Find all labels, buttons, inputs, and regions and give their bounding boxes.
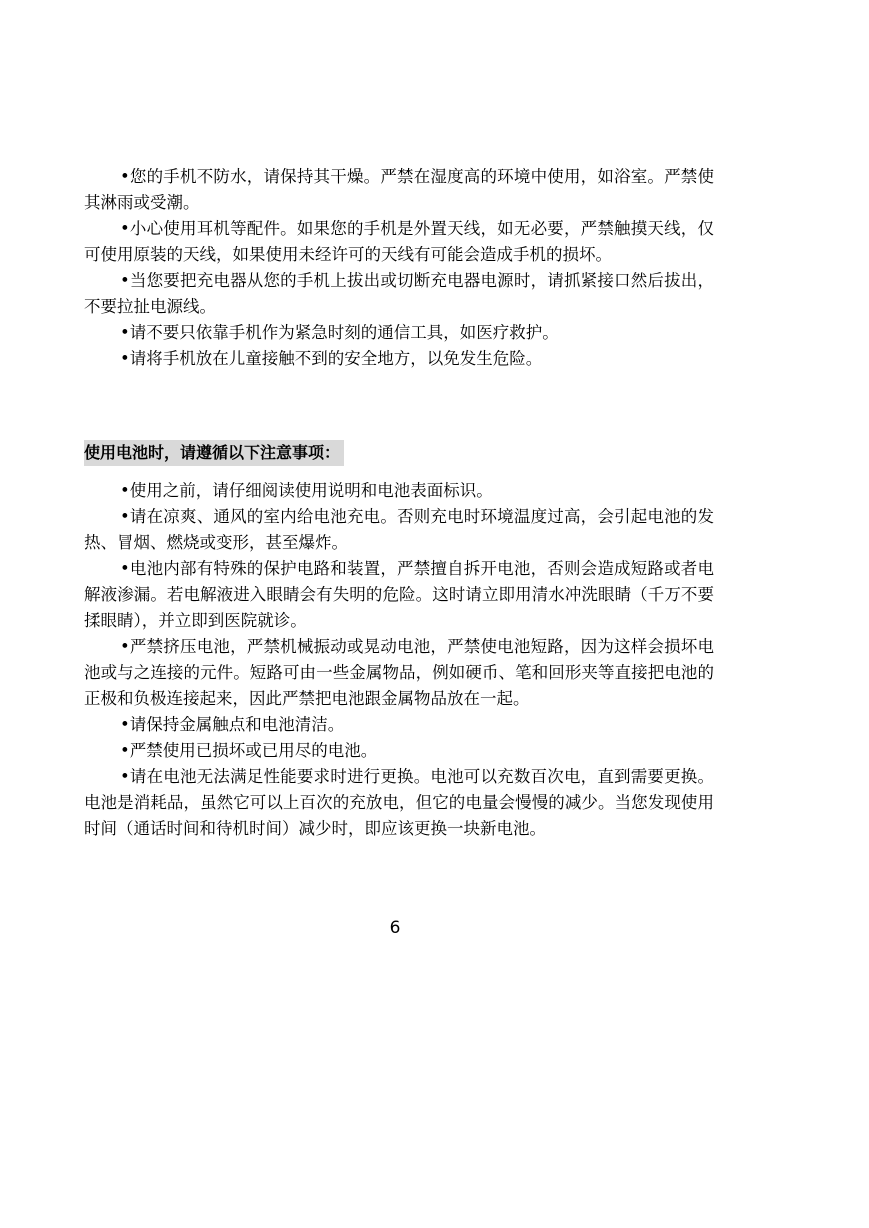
safety-notes-section [84, 164, 714, 372]
paragraph-replace-battery: •请在电池无法满足性能要求时进行更换。电池可以充数百次电，直到需要更换。电池是消耗品，虽然它可以上百次的充放电，但它的电量会慢慢的减少。当您发现使用时间（通话时间和待机时间）减少时，即应该更换一块新电池。 [84, 767, 714, 838]
paragraph-clean-contacts: •请保持金属触点和电池清洁。 [120, 715, 345, 734]
paragraph-antenna: •小心使用耳机等配件。如果您的手机是外置天线，如无必要，严禁触摸天线，仅可使用原装的天线，如果使用未经许可的天线有可能会造成手机的损坏。 [84, 219, 714, 264]
paragraph-short-circuit: •严禁挤压电池，严禁机械振动或晃动电池，严禁使电池短路，因为这样会损坏电池或与之连接的元件。短路可由一些金属物品，例如硬币、笔和回形夹等直接把电池的正极和负极连接起来，因此严禁把电池跟金属物品放在一起。 [84, 637, 714, 708]
page-number: 6 [389, 918, 401, 938]
paragraph-charger: •当您要把充电器从您的手机上拔出或切断充电器电源时，请抓紧接口然后拔出，不要拉扯电源线。 [84, 271, 714, 316]
paragraph-charging-environment: •请在凉爽、通风的室内给电池充电。否则充电时环境温度过高，会引起电池的发热、冒烟、燃烧或变形，甚至爆炸。 [84, 507, 714, 552]
section-heading: 使用电池时，请遵循以下注意事项： [84, 440, 344, 466]
battery-notes-section [84, 478, 714, 842]
battery-heading-row [84, 440, 714, 466]
paragraph-damaged-battery: •严禁使用已损坏或已用尽的电池。 [120, 741, 378, 760]
paragraph-waterproof: •您的手机不防水，请保持其干燥。严禁在湿度高的环境中使用，如浴室。严禁使其淋雨或受潮。 [84, 167, 714, 212]
paragraph-read-instructions: •使用之前，请仔细阅读使用说明和电池表面标识。 [120, 481, 493, 500]
paragraph-do-not-disassemble: •电池内部有特殊的保护电路和装置，严禁擅自拆开电池，否则会造成短路或者电解液渗漏。若电解液进入眼睛会有失明的危险。这时请立即用清水冲洗眼睛（千万不要揉眼睛），并立即到医院就诊。 [84, 559, 714, 630]
paragraph-emergency: •请不要只依靠手机作为紧急时刻的通信工具，如医疗救护。 [120, 323, 559, 342]
paragraph-children: •请将手机放在儿童接触不到的安全地方，以免发生危险。 [120, 349, 543, 368]
